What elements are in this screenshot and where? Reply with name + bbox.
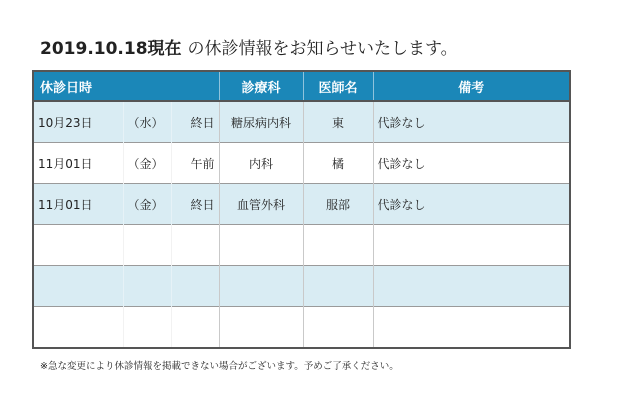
row-doctor (303, 266, 373, 307)
row-period: 終日 (171, 184, 219, 225)
row-weekday: （金） (123, 184, 171, 225)
row-department: 糖尿病内科 (219, 101, 303, 143)
row-weekday (123, 266, 171, 307)
row-doctor: 東 (303, 101, 373, 143)
row-weekday (123, 307, 171, 349)
row-date (33, 225, 123, 266)
row-note (373, 266, 570, 307)
table-row (33, 225, 570, 266)
row-period (171, 266, 219, 307)
row-date: 10月23日 (33, 101, 123, 143)
row-period: 午前 (171, 143, 219, 184)
row-date (33, 307, 123, 349)
row-department: 内科 (219, 143, 303, 184)
row-department (219, 225, 303, 266)
row-date (33, 266, 123, 307)
header-note: 備考 (373, 71, 570, 101)
table-header-row (33, 71, 570, 101)
header-doctor: 医師名 (303, 71, 373, 101)
row-date: 11月01日 (33, 184, 123, 225)
row-note (373, 225, 570, 266)
title-date: 2019.10.18現在 (40, 39, 182, 59)
row-date: 11月01日 (33, 143, 123, 184)
header-department: 診療科 (219, 71, 303, 101)
row-doctor: 橘 (303, 143, 373, 184)
page-title (40, 34, 458, 59)
table-row (33, 184, 570, 225)
row-period (171, 307, 219, 349)
header-date: 休診日時 (33, 71, 219, 101)
title-text: の休診情報をお知らせいたします。 (187, 39, 458, 59)
row-period (171, 225, 219, 266)
table-row (33, 143, 570, 184)
row-weekday: （金） (123, 143, 171, 184)
row-note: 代診なし (373, 101, 570, 143)
row-doctor (303, 225, 373, 266)
row-period: 終日 (171, 101, 219, 143)
table-row (33, 307, 570, 349)
row-department (219, 266, 303, 307)
row-note: 代診なし (373, 184, 570, 225)
row-department (219, 307, 303, 349)
row-weekday (123, 225, 171, 266)
row-doctor (303, 307, 373, 349)
row-doctor: 服部 (303, 184, 373, 225)
closure-table (32, 70, 571, 349)
row-note (373, 307, 570, 349)
row-weekday: （水） (123, 101, 171, 143)
table-row (33, 266, 570, 307)
row-department: 血管外科 (219, 184, 303, 225)
table-row (33, 101, 570, 143)
row-note: 代診なし (373, 143, 570, 184)
footnote: ※急な変更により休診情報を掲載できない場合がございます。予めご了承ください。 (40, 361, 399, 372)
